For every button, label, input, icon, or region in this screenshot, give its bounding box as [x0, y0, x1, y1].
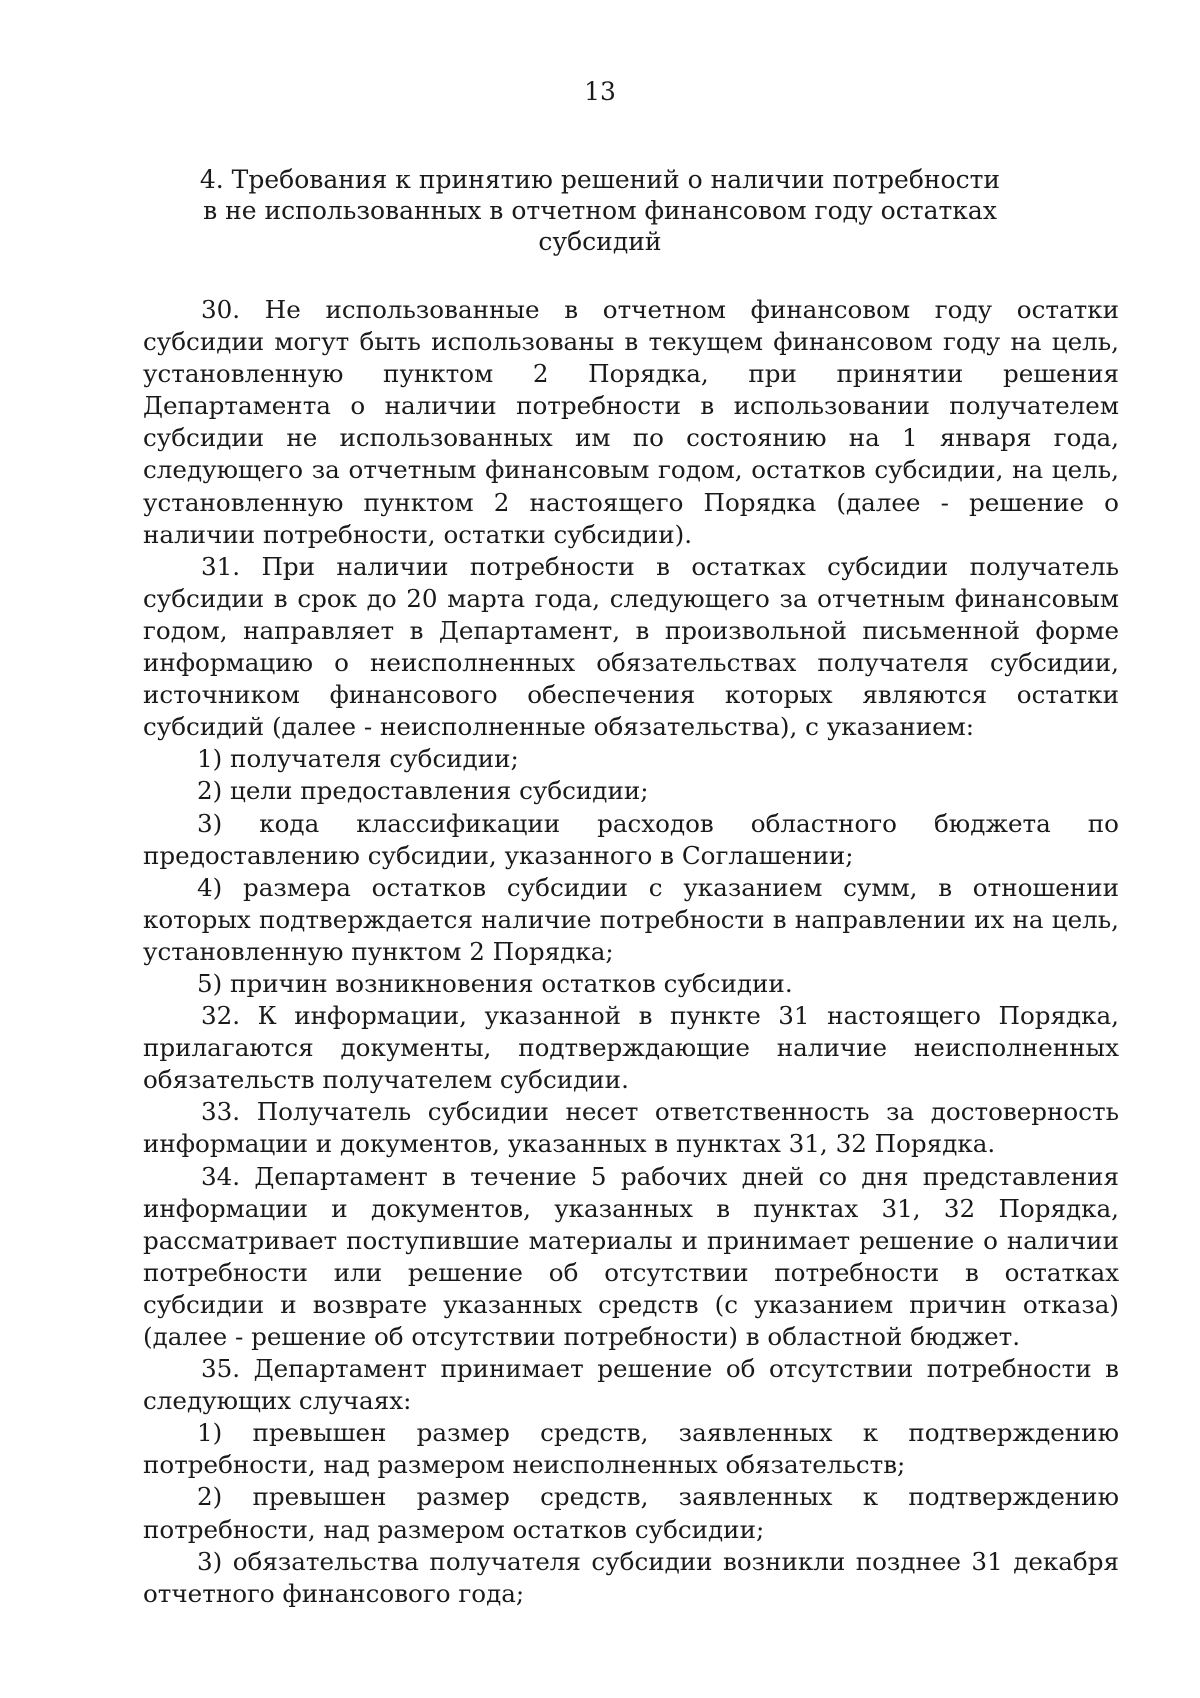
list-item: 5) причин возникновения остатков субсидии.: [197, 968, 793, 998]
paragraph-32: 32. К информации, указанной в пункте 31 настоящего Порядка, прилагаются документы, подтверждающие наличие неисполненных обязательств получателем субсидии.: [143, 1001, 1119, 1095]
list-item: 1) получателя субсидии;: [197, 744, 519, 774]
paragraph-30: 30. Не использованные в отчетном финансовом году остатки субсидии могут быть использованы в текущем финансовом году на цель, установленную пунктом 2 Порядка, при принятии решения Департамента о наличии потребности в использовании получателем субсидии не использованных им по состоянию на 1 января года, следующего за отчетным финансовым годом, остатков субсидии, на цель, установленную пунктом 2 настоящего Порядка (далее - решение о наличии потребности, остатки субсидии).: [143, 295, 1119, 549]
list-item: 3) обязательства получателя субсидии возникли позднее 31 декабря отчетного финансового года;: [143, 1546, 1119, 1608]
page-number: 13: [584, 77, 616, 106]
section-heading: [190, 164, 1010, 257]
body-text: [143, 294, 1119, 1610]
paragraph-33: 33. Получатель субсидии несет ответственность за достоверность информации и документов, указанных в пунктах 31, 32 Порядка.: [143, 1097, 1119, 1159]
list-item: 1) превышен размер средств, заявленных к подтверждению потребности, над размером неисполненных обязательств;: [143, 1418, 1119, 1480]
heading-line: субсидий: [538, 227, 662, 256]
heading-line: в не использованных в отчетном финансовом году остатках: [203, 196, 997, 225]
heading-line: 4. Требования к принятию решений о наличии потребности: [199, 165, 1001, 194]
paragraph-35: 35. Департамент принимает решение об отсутствии потребности в следующих случаях:: [143, 1354, 1119, 1416]
list-item: 2) превышен размер средств, заявленных к подтверждению потребности, над размером остатков субсидии;: [143, 1482, 1119, 1544]
list-item: 3) кода классификации расходов областного бюджета по предоставлению субсидии, указанного в Соглашении;: [143, 808, 1119, 870]
paragraph-34: 34. Департамент в течение 5 рабочих дней со дня представления информации и документов, указанных в пунктах 31, 32 Порядка, рассматривает поступившие материалы и принимает решение о наличии потребности или решение об отсутствии потребности в остатках субсидии и возврате указанных средств (с указанием причин отказа) (далее - решение об отсутствии потребности) в областной бюджет.: [143, 1161, 1119, 1351]
paragraph-31: 31. При наличии потребности в остатках субсидии получатель субсидии в срок до 20 марта года, следующего за отчетным финансовым годом, направляет в Департамент, в произвольной письменной форме информацию о неисполненных обязательствах получателя субсидии, источником финансового обеспечения которых являются остатки субсидий (далее - неисполненные обязательства), с указанием:: [143, 551, 1119, 742]
list-item: 2) цели предоставления субсидии;: [197, 776, 649, 806]
list-item: 4) размера остатков субсидии с указанием сумм, в отношении которых подтверждается наличие потребности в направлении их на цель, установленную пунктом 2 Порядка;: [143, 872, 1119, 966]
